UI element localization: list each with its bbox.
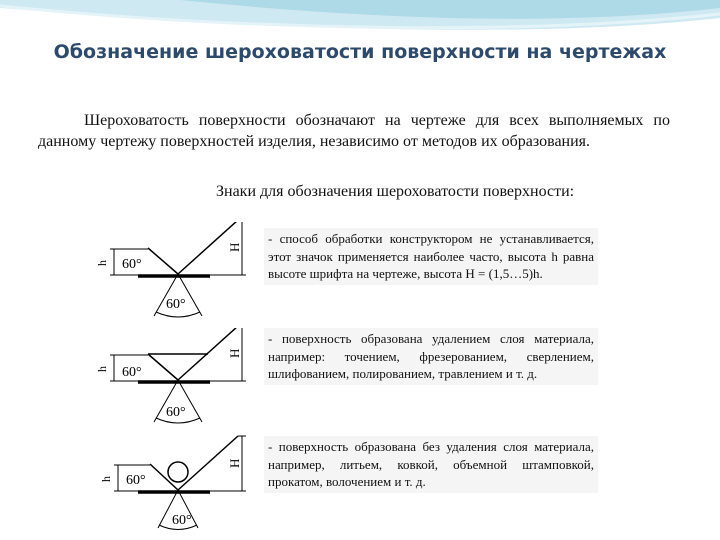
- symbols-subtitle: Знаки для обозначения шероховатости поверхности:: [216, 183, 575, 200]
- h-label: h: [99, 476, 113, 482]
- roughness-symbol-no-removal: [92, 432, 262, 532]
- angle-left-label: 60°: [122, 365, 142, 380]
- angle-left-label: 60°: [122, 257, 142, 272]
- H-label: H: [227, 242, 242, 252]
- angle-bottom-label: 60°: [172, 513, 192, 528]
- symbol-1-description: - способ обработки конструктором не устанавливается, этот значок применяется наиболее часто, высота h равна высоте шрифта на чертеже, высота H = (1,5…5)h.: [264, 228, 598, 285]
- intro-paragraph: [38, 110, 670, 152]
- page-title: Обозначение шероховатости поверхности на чертежах: [53, 41, 667, 63]
- roughness-symbol-basic: [92, 222, 262, 322]
- symbol-2-description: - поверхность образована удалением слоя материала, например: точением, фрезерованием, сверлением, шлифованием, полированием, травлением и т. д.: [264, 328, 598, 385]
- H-label: H: [227, 458, 242, 468]
- angle-left-label: 60°: [126, 473, 146, 488]
- H-label: H: [227, 348, 242, 358]
- h-label: h: [95, 260, 109, 266]
- angle-bottom-label: 60°: [166, 405, 186, 420]
- intro-text: Шероховатость поверхности обозначают на чертеже для всех выполняемых по данному чертежу поверхностей изделия, независимо от методов их образования.: [38, 112, 670, 150]
- roughness-symbol-material-removal: [92, 328, 262, 428]
- symbol-3-description: - поверхность образована без удаления слоя материала, например, литьем, ковкой, объемной штамповкой, прокатом, волочением и т. д.: [264, 436, 598, 493]
- angle-bottom-label: 60°: [166, 297, 186, 312]
- h-label: h: [95, 366, 109, 372]
